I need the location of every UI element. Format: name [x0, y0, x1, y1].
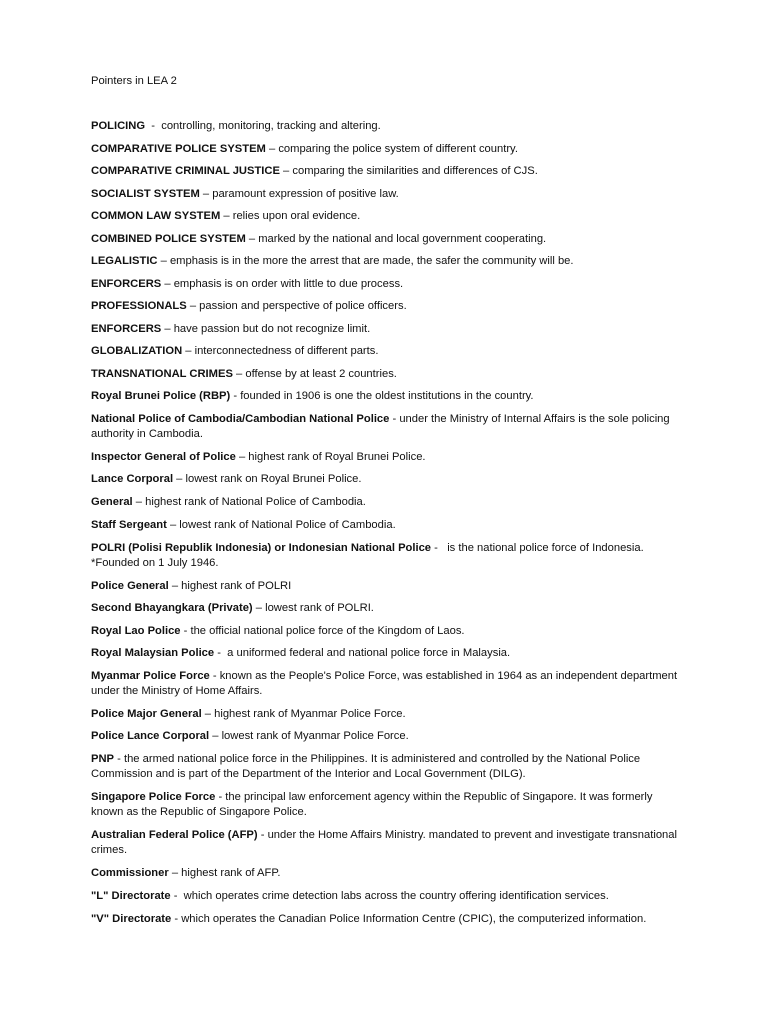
definition-item — [91, 344, 681, 359]
definition-item — [91, 601, 681, 616]
definition-item — [91, 232, 681, 247]
definition-term: "V" Directorate — [91, 913, 172, 925]
definition-term: Police Lance Corporal — [91, 730, 210, 742]
definition-item — [91, 752, 681, 782]
definition-item — [91, 646, 681, 661]
definition-term: Inspector General of Police — [91, 450, 236, 463]
definition-text: - the principal law enforcement agency within the Republic of Singapore. It was formerly known as the Republic of Singapore Police. — [91, 791, 656, 818]
definition-text: – relies upon oral evidence. — [220, 210, 361, 222]
definition-text: – comparing the police system of different country. — [265, 142, 518, 155]
definition-term: "L" Directorate — [91, 890, 171, 902]
definitions-list — [91, 119, 681, 927]
definition-text: – have passion but do not recognize limit. — [161, 322, 371, 335]
definition-term: Police General — [91, 579, 169, 592]
definition-item — [91, 119, 681, 134]
definition-item — [91, 187, 681, 202]
definition-text: - under the Home Affairs Ministry. mandated to prevent and investigate transnational crimes. — [91, 829, 681, 856]
definition-text: – emphasis is on order with little to due process. — [161, 277, 404, 290]
definition-item — [91, 707, 681, 722]
definition-term: ENFORCERS — [91, 322, 162, 335]
definition-term: Lance Corporal — [91, 473, 174, 485]
definition-term: LEGALISTIC — [91, 255, 158, 267]
definition-text: – highest rank of Royal Brunei Police. — [235, 450, 426, 463]
definition-term: Myanmar Police Force — [91, 670, 210, 682]
definition-text: – lowest rank on Royal Brunei Police. — [173, 473, 362, 485]
definition-text: – highest rank of POLRI — [168, 579, 292, 592]
definition-item — [91, 472, 681, 487]
definition-text: – emphasis is in the more the arrest that are made, the safer the community will be. — [157, 255, 574, 267]
definition-item — [91, 209, 681, 224]
definition-item — [91, 450, 681, 465]
definition-term: PROFESSIONALS — [91, 300, 187, 312]
definition-text: – highest rank of National Police of Cambodia. — [132, 495, 366, 508]
definition-item — [91, 389, 681, 404]
definition-item — [91, 495, 681, 510]
definition-item — [91, 412, 681, 442]
definition-text: – marked by the national and local government cooperating. — [245, 232, 547, 245]
definition-term: Police Major General — [91, 707, 202, 720]
definition-text: – comparing the similarities and differences of CJS. — [279, 165, 538, 177]
definition-text: - which operates crime detection labs across the country offering identification services. — [170, 890, 609, 902]
definition-text: – lowest rank of POLRI. — [252, 602, 374, 614]
definition-text: - a uniformed federal and national police force in Malaysia. — [214, 647, 511, 659]
definition-term: Commissioner — [91, 867, 169, 879]
definition-text: - is the national police force of Indonesia. *Founded on 1 July 1946. — [91, 542, 647, 569]
definition-item — [91, 729, 681, 744]
definition-item — [91, 277, 681, 292]
definition-text: - under the Ministry of Internal Affairs is the sole policing authority in Cambodia. — [91, 413, 673, 440]
definition-term: TRANSNATIONAL CRIMES — [91, 367, 233, 380]
definition-item — [91, 866, 681, 881]
definition-text: – interconnectedness of different parts. — [182, 345, 379, 357]
definition-item — [91, 518, 681, 533]
definition-term: GLOBALIZATION — [91, 345, 183, 357]
definition-term: Royal Brunei Police (RBP) — [91, 390, 231, 402]
definition-item — [91, 828, 681, 858]
definition-text: - founded in 1906 is one the oldest institutions in the country. — [230, 390, 534, 402]
definition-item — [91, 579, 681, 594]
document-title: Pointers in LEA 2 — [91, 75, 177, 87]
definition-term: POLICING — [91, 120, 146, 132]
definition-text: - controlling, monitoring, tracking and altering. — [145, 120, 381, 132]
definition-term: SOCIALIST SYSTEM — [91, 187, 200, 200]
definition-text: - the armed national police force in the Philippines. It is administered and controlled by the National Police Commission and is part of the Department of the Interior and Local Government (DILG). — [91, 753, 644, 780]
definition-text: – passion and perspective of police officers. — [186, 300, 407, 312]
definition-term: PNP — [91, 753, 115, 765]
definition-text: - the official national police force of the Kingdom of Laos. — [180, 624, 465, 637]
definition-term: Royal Malaysian Police — [91, 647, 215, 659]
definition-item — [91, 624, 681, 639]
definition-term: POLRI (Polisi Republik Indonesia) or Indonesian National Police — [91, 542, 432, 554]
definition-term: Royal Lao Police — [91, 624, 181, 637]
definition-item — [91, 541, 681, 571]
definition-item — [91, 254, 681, 269]
definition-term: Singapore Police Force — [91, 791, 216, 803]
definition-term: COMMON LAW SYSTEM — [91, 210, 221, 222]
definition-term: Second Bhayangkara (Private) — [91, 602, 253, 614]
definition-text: - known as the People's Police Force, was established in 1964 as an independent department under the Ministry of Home Affairs. — [91, 670, 681, 697]
definition-term: COMPARATIVE POLICE SYSTEM — [91, 142, 266, 155]
definition-text: – offense by at least 2 countries. — [232, 367, 397, 380]
definition-text: – highest rank of Myanmar Police Force. — [201, 707, 406, 720]
definition-item — [91, 164, 681, 179]
definition-text: - which operates the Canadian Police Information Centre (CPIC), the computerized information. — [171, 913, 647, 925]
definition-term: COMBINED POLICE SYSTEM — [91, 232, 246, 245]
definition-term: COMPARATIVE CRIMINAL JUSTICE — [91, 165, 280, 177]
definition-item — [91, 367, 681, 382]
definition-text: – paramount expression of positive law. — [199, 187, 399, 200]
definition-item — [91, 889, 681, 904]
definition-item — [91, 142, 681, 157]
definition-text: – highest rank of AFP. — [168, 867, 281, 879]
definition-item — [91, 322, 681, 337]
definition-term: Australian Federal Police (AFP) — [91, 829, 258, 841]
definition-term: ENFORCERS — [91, 277, 162, 290]
definition-item — [91, 669, 681, 699]
definition-item — [91, 299, 681, 314]
definition-text: – lowest rank of Myanmar Police Force. — [209, 730, 409, 742]
definition-item — [91, 790, 681, 820]
definition-item — [91, 912, 681, 927]
definition-term: General — [91, 495, 133, 508]
definition-text: – lowest rank of National Police of Cambodia. — [166, 519, 396, 531]
definition-term: Staff Sergeant — [91, 519, 167, 531]
definition-term: National Police of Cambodia/Cambodian National Police — [91, 413, 390, 425]
